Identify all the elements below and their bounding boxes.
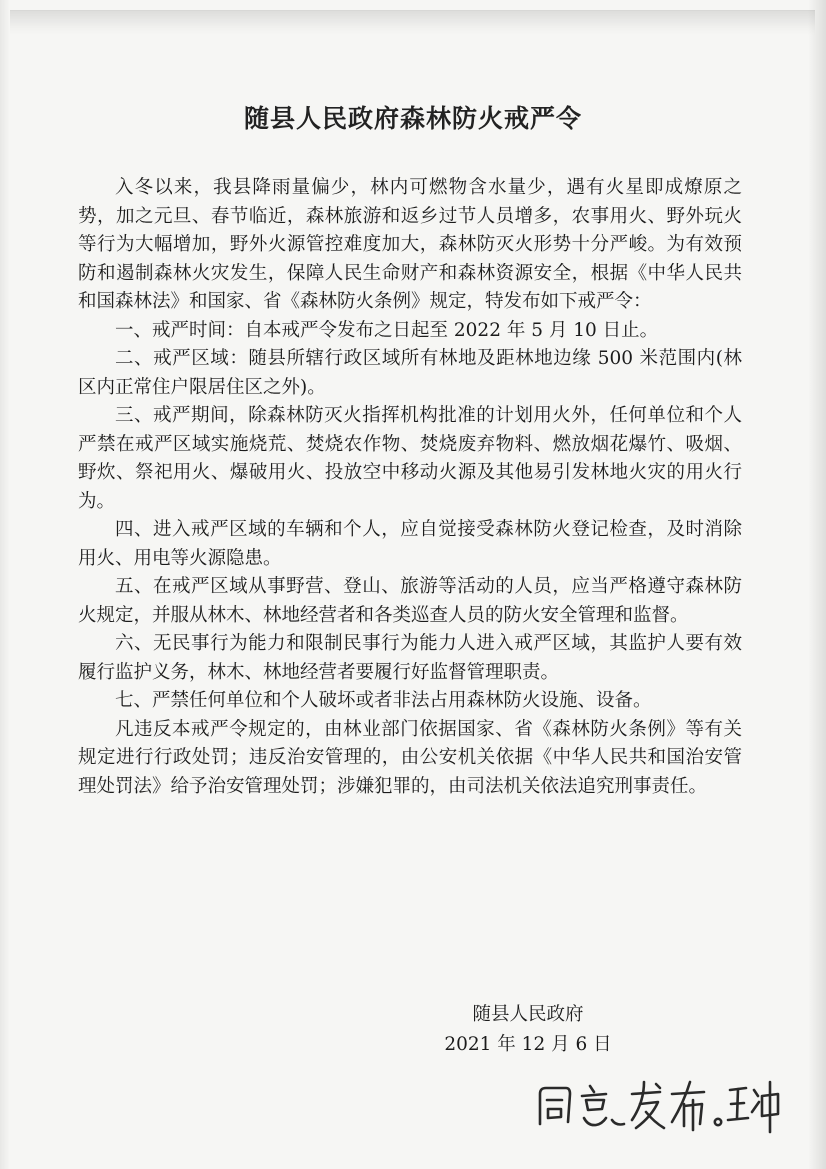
handwritten-approval-signature xyxy=(532,1076,782,1134)
scan-right-shadow xyxy=(808,0,826,1169)
paragraph-item-6: 六、无民事行为能力和限制民事行为能力人进入戒严区域，其监护人要有效履行监护义务，林木、林地经营者要履行好监督管理职责。 xyxy=(78,633,742,683)
paragraph-item-3: 三、戒严期间，除森林防灭火指挥机构批准的计划用火外，任何单位和个人严禁在戒严区域实施烧荒、焚烧农作物、焚烧废弃物料、燃放烟花爆竹、吸烟、野炊、祭祀用火、爆破用火、投放空中移动火源及其他易引发林地火灾的用火行为。 xyxy=(78,405,742,512)
paragraph-item-1: 一、戒严时间：自本戒严令发布之日起至 2022 年 5 月 10 日止。 xyxy=(115,319,659,341)
paragraph-item-2: 二、戒严区域：随县所辖行政区域所有林地及距林地边缘 500 米范围内(林区内正常住户限居住区之外)。 xyxy=(78,348,742,398)
document-body xyxy=(78,174,742,801)
document-title: 随县人民政府森林防火戒严令 xyxy=(243,104,582,133)
issue-date: 2021 年 12 月 6 日 xyxy=(444,1034,612,1055)
paragraph-intro: 入冬以来，我县降雨量偏少，林内可燃物含水量少，遇有火星即成燎原之势，加之元旦、春节临近，森林旅游和返乡过节人员增多，农事用火、野外玩火等行为大幅增加，野外火源管控难度加大，森林防灭火形势十分严峻。为有效预防和遏制森林火灾发生，保障人民生命财产和森林资源安全，根据《中华人民共和国森林法》和国家、省《森林防火条例》规定，特发布如下戒严令： xyxy=(78,177,742,312)
scan-left-shadow xyxy=(0,0,10,1169)
signature-block xyxy=(418,1000,638,1060)
issuer-name: 随县人民政府 xyxy=(472,1004,584,1025)
paragraph-item-5: 五、在戒严区域从事野营、登山、旅游等活动的人员，应当严格遵守森林防火规定，并服从林木、林地经营者和各类巡查人员的防火安全管理和监督。 xyxy=(78,576,742,626)
paragraph-item-7: 七、严禁任何单位和个人破坏或者非法占用森林防火设施、设备。 xyxy=(115,690,652,711)
paragraph-penalty: 凡违反本戒严令规定的，由林业部门依据国家、省《森林防火条例》等有关规定进行行政处罚；违反治安管理的，由公安机关依据《中华人民共和国治安管理处罚法》给予治安管理处罚；涉嫌犯罪的，由司法机关依法追究刑事责任。 xyxy=(78,718,742,797)
scan-top-shadow xyxy=(10,10,815,35)
paragraph-item-4: 四、进入戒严区域的车辆和个人，应自觉接受森林防火登记检查，及时消除用火、用电等火源隐患。 xyxy=(78,519,742,569)
